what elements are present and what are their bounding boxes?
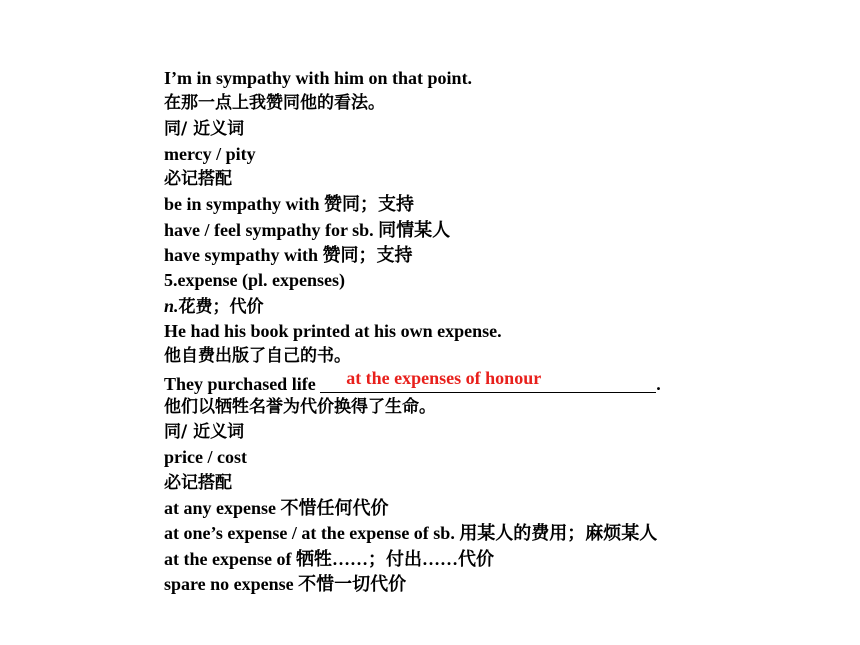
collocation-heading: 必记搭配 xyxy=(164,472,232,493)
part-of-speech-line xyxy=(164,294,844,319)
collocation-item: at any expense 不惜任何代价 xyxy=(164,498,389,519)
vocab-headword: 5.expense (pl. expenses) xyxy=(164,270,345,291)
blank-underline xyxy=(320,392,656,393)
synonym-heading: 同/ 近义词 xyxy=(164,118,245,139)
blank-answer: at the expenses of honour xyxy=(346,368,542,389)
blank-prefix: They purchased life xyxy=(164,373,321,394)
fill-in-blank-sentence xyxy=(164,370,844,395)
collocation-item: have sympathy with 赞同；支持 xyxy=(164,245,413,266)
synonym-heading: 同/ 近义词 xyxy=(164,422,245,443)
collocation-item: at one’s expense / at the expense of sb. 用某人的费用；麻烦某人 xyxy=(164,523,658,544)
synonym-list: mercy / pity xyxy=(164,143,256,164)
definition: 花费；代价 xyxy=(178,296,264,317)
collocation-item: at the expense of 牺牲……；付出……代价 xyxy=(164,548,494,569)
part-of-speech: n. xyxy=(164,295,179,316)
example-translation: 他们以牺牲名誉为代价换得了生命。 xyxy=(164,396,436,417)
collocation-item: be in sympathy with 赞同；支持 xyxy=(164,194,415,215)
answer-blank xyxy=(320,370,656,390)
collocation-item: have / feel sympathy for sb. 同情某人 xyxy=(164,219,451,240)
collocation-item: spare no expense 不惜一切代价 xyxy=(164,573,407,594)
example-sentence: He had his book printed at his own expense. xyxy=(164,320,502,341)
blank-suffix: . xyxy=(656,373,661,394)
example-translation: 他自费出版了自己的书。 xyxy=(164,346,351,367)
example-translation: 在那一点上我赞同他的看法。 xyxy=(164,93,385,114)
slide-content xyxy=(164,66,844,597)
collocation-heading: 必记搭配 xyxy=(164,169,232,190)
example-sentence: I’m in sympathy with him on that point. xyxy=(164,68,473,88)
synonym-list: price / cost xyxy=(164,447,247,468)
